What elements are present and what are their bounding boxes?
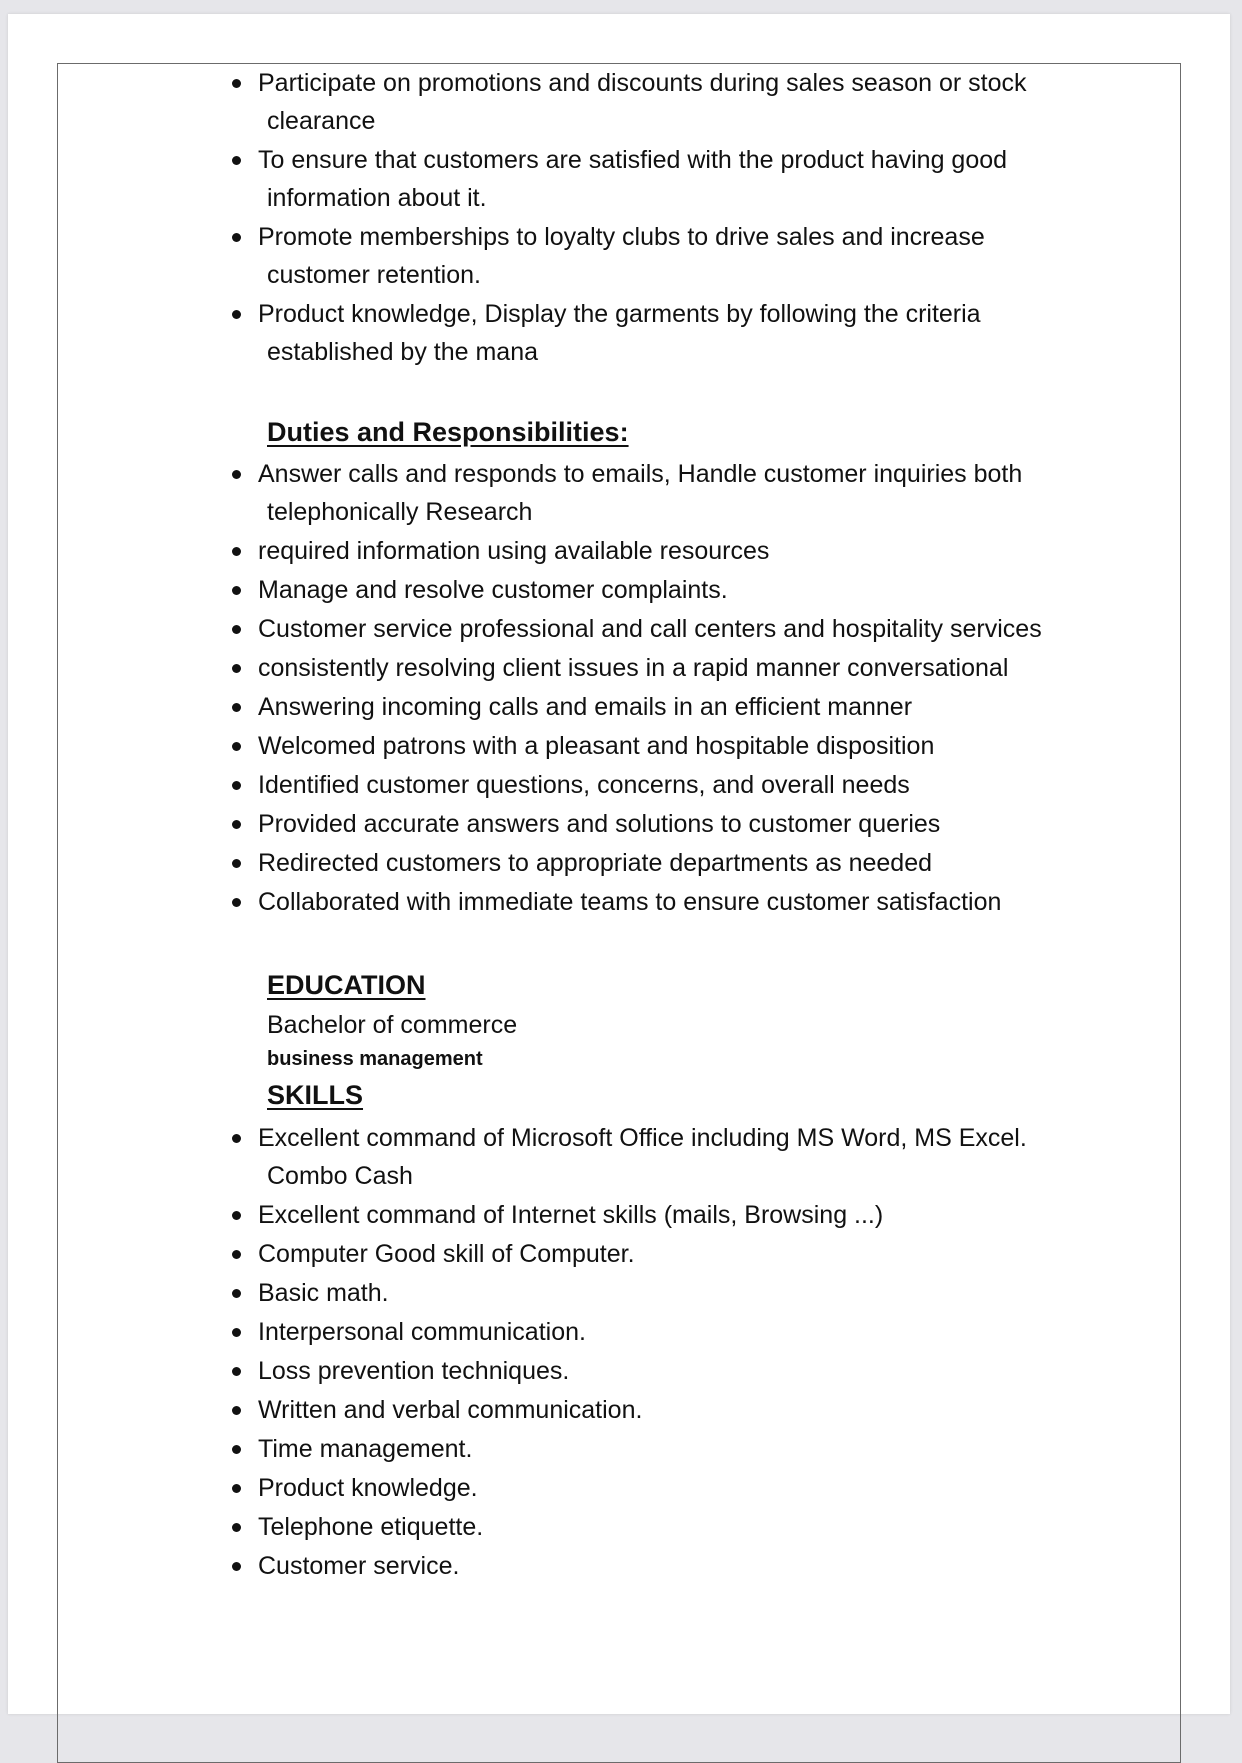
list-item	[0, 64, 1242, 140]
list-item-text: Excellent command of Internet skills (mails, Browsing ...)	[258, 1201, 884, 1229]
list-item-text: Telephone etiquette.	[258, 1513, 484, 1541]
list-item	[0, 649, 1242, 687]
bullet-icon	[232, 470, 241, 479]
bullet-icon	[232, 1211, 241, 1220]
list-item	[0, 141, 1242, 217]
bullet-icon	[232, 664, 241, 673]
bullet-icon	[232, 586, 241, 595]
bullet-icon	[232, 1562, 241, 1571]
list-item-text: Interpersonal communication.	[258, 1318, 586, 1346]
list-item-text: Computer Good skill of Computer.	[258, 1240, 635, 1268]
education-heading: EDUCATION	[267, 970, 426, 1000]
list-item-text: Answer calls and responds to emails, Handle customer inquiries both	[258, 460, 1023, 488]
bullet-icon	[232, 781, 241, 790]
list-item-continuation: telephonically Research	[267, 498, 533, 526]
education-field: business management	[267, 1048, 483, 1070]
list-item	[0, 883, 1242, 921]
list-item-text: Identified customer questions, concerns, and overall needs	[258, 771, 910, 799]
duties-list	[0, 455, 1242, 921]
bullet-icon	[232, 1445, 241, 1454]
list-item-continuation: Combo Cash	[267, 1162, 413, 1190]
list-item-text: To ensure that customers are satisfied with the product having good	[258, 146, 1008, 174]
list-item	[0, 805, 1242, 843]
list-item	[0, 218, 1242, 294]
list-item	[0, 1391, 1242, 1429]
list-item	[0, 1119, 1242, 1195]
list-item-text: Customer service professional and call centers and hospitality services	[258, 615, 1042, 643]
list-item	[0, 1469, 1242, 1507]
bullet-icon	[232, 547, 241, 556]
list-item-text: Customer service.	[258, 1552, 460, 1580]
duties-heading: Duties and Responsibilities:	[267, 417, 629, 447]
bullet-icon	[232, 742, 241, 751]
list-item	[0, 295, 1242, 371]
list-item	[0, 610, 1242, 648]
list-item-text: Time management.	[258, 1435, 473, 1463]
bullet-icon	[232, 1250, 241, 1259]
list-item-text: required information using available resources	[258, 537, 770, 565]
list-item	[0, 688, 1242, 726]
list-item-continuation: established by the mana	[267, 338, 539, 366]
bullet-icon	[232, 1523, 241, 1532]
list-item-text: Answering incoming calls and emails in an efficient manner	[258, 693, 913, 721]
bullet-icon	[232, 703, 241, 712]
list-item	[0, 766, 1242, 804]
bullet-icon	[232, 1406, 241, 1415]
list-item	[0, 1547, 1242, 1585]
bullet-icon	[232, 859, 241, 868]
list-item-text: consistently resolving client issues in a rapid manner conversational	[258, 654, 1009, 682]
list-item	[0, 532, 1242, 570]
list-item-text: Product knowledge, Display the garments by following the criteria	[258, 300, 981, 328]
bullet-icon	[232, 310, 241, 319]
list-item-text: Excellent command of Microsoft Office including MS Word, MS Excel.	[258, 1124, 1027, 1152]
list-item-text: Welcomed patrons with a pleasant and hospitable disposition	[258, 732, 935, 760]
list-item-text: Basic math.	[258, 1279, 389, 1307]
list-item-text: Participate on promotions and discounts during sales season or stock	[258, 69, 1027, 97]
list-item-text: Product knowledge.	[258, 1474, 478, 1502]
list-item	[0, 1313, 1242, 1351]
bullet-icon	[232, 1134, 241, 1143]
list-item	[0, 455, 1242, 531]
list-item-text: Redirected customers to appropriate departments as needed	[258, 849, 932, 877]
list-item-continuation: customer retention.	[267, 261, 481, 289]
list-item	[0, 1430, 1242, 1468]
list-item	[0, 1508, 1242, 1546]
bullet-icon	[232, 625, 241, 634]
list-item	[0, 571, 1242, 609]
skills-list	[0, 1119, 1242, 1585]
bullet-icon	[232, 820, 241, 829]
list-item	[0, 1196, 1242, 1234]
list-item-continuation: clearance	[267, 107, 376, 135]
education-degree: Bachelor of commerce	[267, 1011, 518, 1039]
list-item-text: Provided accurate answers and solutions to customer queries	[258, 810, 941, 838]
list-item-continuation: information about it.	[267, 184, 487, 212]
list-item-text: Collaborated with immediate teams to ensure customer satisfaction	[258, 888, 1002, 916]
list-item	[0, 1274, 1242, 1312]
list-item-text: Manage and resolve customer complaints.	[258, 576, 728, 604]
list-item-text: Loss prevention techniques.	[258, 1357, 570, 1385]
bullet-icon	[232, 156, 241, 165]
intro-bullet-list	[0, 64, 1242, 371]
list-item	[0, 727, 1242, 765]
bullet-icon	[232, 233, 241, 242]
list-item-text: Written and verbal communication.	[258, 1396, 643, 1424]
bullet-icon	[232, 1289, 241, 1298]
list-item	[0, 844, 1242, 882]
bullet-icon	[232, 1484, 241, 1493]
list-item	[0, 1352, 1242, 1390]
bullet-icon	[232, 1367, 241, 1376]
bullet-icon	[232, 898, 241, 907]
list-item	[0, 1235, 1242, 1273]
list-item-text: Promote memberships to loyalty clubs to drive sales and increase	[258, 223, 985, 251]
bullet-icon	[232, 79, 241, 88]
bullet-icon	[232, 1328, 241, 1337]
skills-heading: SKILLS	[267, 1080, 364, 1110]
